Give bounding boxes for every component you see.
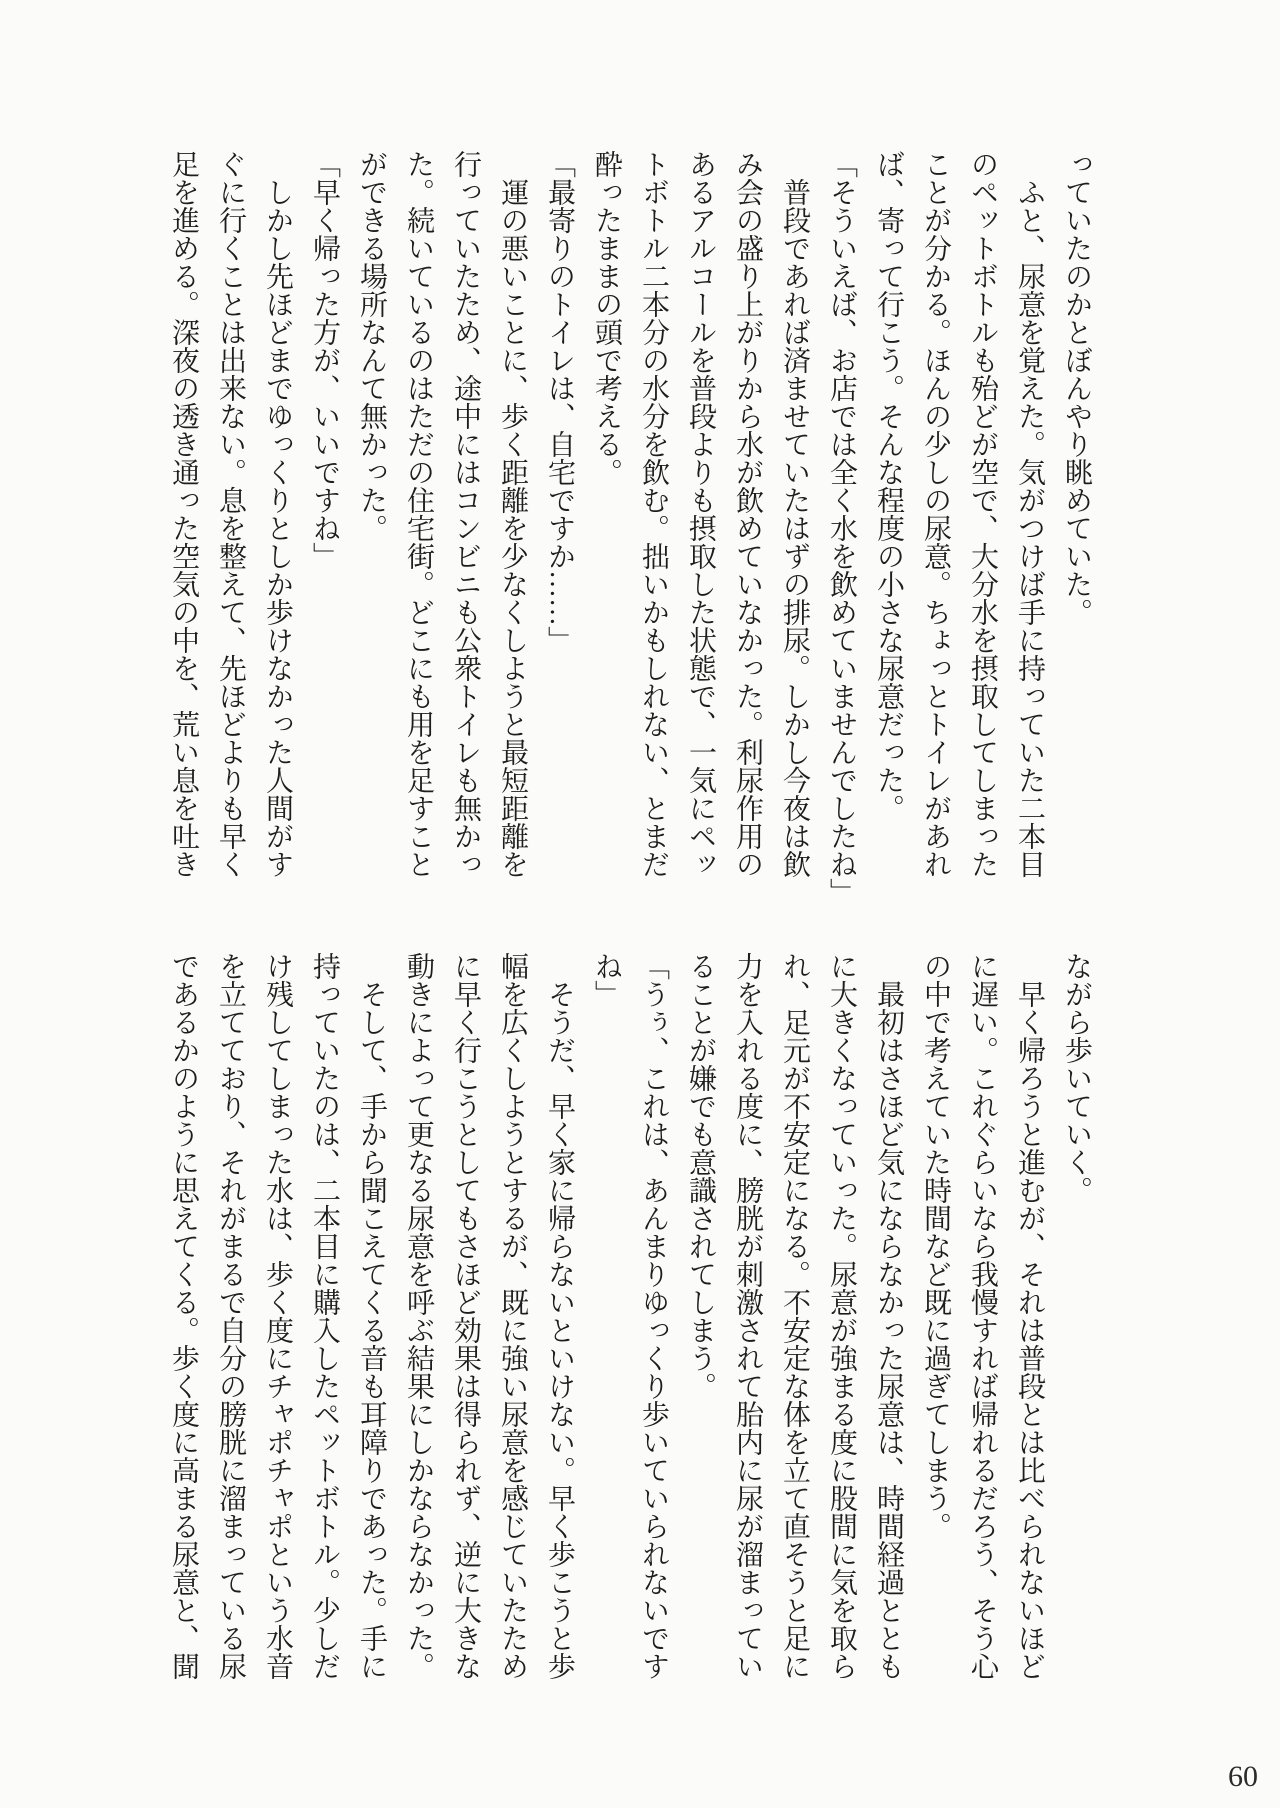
text-line: ながら歩いていく。 <box>1061 952 1092 1204</box>
text-line: の中で考えていた時間など既に過ぎてしまう。 <box>920 952 951 1540</box>
text-line: のペットボトルも殆どが空で、大分水を摂取してしまった <box>967 150 998 878</box>
text-line: であるかのように思えてくる。歩く度に高まる尿意と、聞 <box>168 952 199 1680</box>
text-line: け残してしまった水は、歩く度にチャポチャポという水音 <box>262 952 293 1680</box>
text-line: 「うぅ、これは、あんまりゆっくり歩いていられないです <box>638 952 669 1680</box>
text-line: れ、足元が不安定になる。不安定な体を立て直そうと足に <box>779 952 810 1680</box>
text-line: 「そういえば、お店では全く水を飲めていませんでしたね」 <box>826 150 857 906</box>
text-line: 足を進める。深夜の透き通った空気の中を、荒い息を吐き <box>168 150 199 878</box>
text-line: に早く行こうとしてもさほど効果は得られず、逆に大きな <box>450 952 481 1680</box>
text-line: 「早く帰った方が、いいですね」 <box>309 150 340 570</box>
text-line: ができる場所なんて無かった。 <box>356 150 387 542</box>
text-line: ことが分かる。ほんの少しの尿意。ちょっとトイレがあれ <box>920 150 951 878</box>
text-line: あるアルコールを普段よりも摂取した状態で、一気にペッ <box>685 150 716 878</box>
text-line: 力を入れる度に、膀胱が刺激されて胎内に尿が溜まってい <box>732 952 763 1680</box>
text-line: 早く帰ろうと進むが、それは普段とは比べられないほど <box>1014 952 1045 1680</box>
text-line: 最初はさほど気にならなかった尿意は、時間経過ととも <box>873 952 904 1680</box>
text-line: 持っていたのは、二本目に購入したペットボトル。少しだ <box>309 952 340 1680</box>
text-line: そして、手から聞こえてくる音も耳障りであった。手に <box>356 952 387 1680</box>
text-line: た。続いているのはただの住宅街。どこにも用を足すこと <box>403 150 434 878</box>
text-line: ぐに行くことは出来ない。息を整えて、先ほどよりも早く <box>215 150 246 878</box>
text-line: を立てており、それがまるで自分の膀胱に溜まっている尿 <box>215 952 246 1680</box>
paragraph-block-1 <box>160 150 1100 906</box>
text-line: ば、寄って行こう。そんな程度の小さな尿意だった。 <box>873 150 904 822</box>
text-line: ね」 <box>591 952 622 1008</box>
text-line: っていたのかとぼんやり眺めていた。 <box>1061 150 1092 626</box>
text-line: そうだ、早く家に帰らないといけない。早く歩こうと歩 <box>544 952 575 1680</box>
text-line: 動きによって更なる尿意を呼ぶ結果にしかならなかった。 <box>403 952 434 1680</box>
text-line: 運の悪いことに、歩く距離を少なくしようと最短距離を <box>497 150 528 878</box>
text-line: に大きくなっていった。尿意が強まる度に股間に気を取ら <box>826 952 857 1680</box>
text-line: 「最寄りのトイレは、自宅ですか……」 <box>544 150 575 654</box>
text-line: み会の盛り上がりから水が飲めていなかった。利尿作用の <box>732 150 763 878</box>
paragraph-block-2 <box>160 952 1100 1680</box>
text-line: 普段であれば済ませていたはずの排尿。しかし今夜は飲 <box>779 150 810 878</box>
page-number: 60 <box>1228 1760 1258 1793</box>
text-line: 幅を広くしようとするが、既に強い尿意を感じていたため <box>497 952 528 1680</box>
text-line: に遅い。これぐらいなら我慢すれば帰れるだろう、そう心 <box>967 952 998 1680</box>
text-line: 酔ったままの頭で考える。 <box>591 150 622 486</box>
text-line: 行っていたため、途中にはコンビニも公衆トイレも無かっ <box>450 150 481 878</box>
text-line: ることが嫌でも意識されてしまう。 <box>685 952 716 1400</box>
text-line: しかし先ほどまでゆっくりとしか歩けなかった人間がす <box>262 150 293 878</box>
text-line: トボトル二本分の水分を飲む。拙いかもしれない、とまだ <box>638 150 669 878</box>
text-line: ふと、尿意を覚えた。気がつけば手に持っていた二本目 <box>1014 150 1045 878</box>
